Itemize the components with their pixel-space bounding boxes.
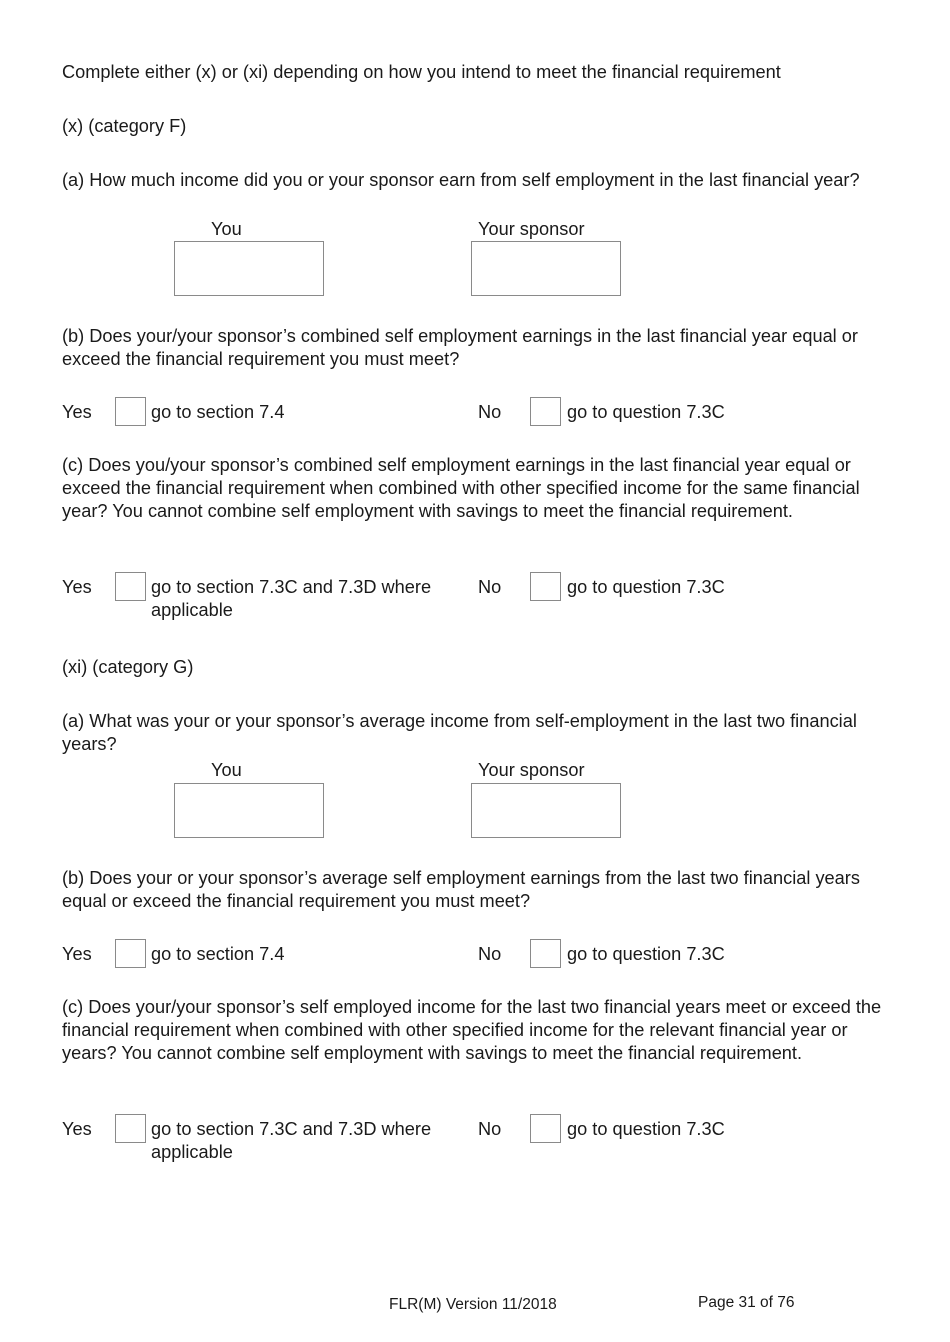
section-x-c-no-checkbox[interactable] xyxy=(530,572,561,601)
section-xi-sponsor-income-input[interactable] xyxy=(471,783,621,838)
section-x-you-income-input[interactable] xyxy=(174,241,324,296)
section-x-b-no-checkbox[interactable] xyxy=(530,397,561,426)
footer-version: FLR(M) Version 11/2018 xyxy=(389,1296,557,1313)
section-x-c-yes-checkbox[interactable] xyxy=(115,572,146,601)
section-xi-b-yes-checkbox[interactable] xyxy=(115,939,146,968)
section-x-heading: (x) (category F) xyxy=(62,116,187,136)
footer-page-number: Page 31 of 76 xyxy=(698,1294,795,1311)
section-x-question-a: (a) How much income did you or your sponsor earn from self employment in the last financial year? xyxy=(62,170,860,190)
section-x-c-no-label: No xyxy=(478,577,502,597)
section-xi-b-no-label: No xyxy=(478,944,502,964)
section-x-b-yes-instruction: go to section 7.4 xyxy=(151,402,285,422)
intro-text: Complete either (x) or (xi) depending on how you intend to meet the financial requirement xyxy=(62,62,781,82)
section-xi-question-b: (b) Does your or your sponsor’s average self employment earnings from the last two financial years equal or exceed the financial requirement you must meet? xyxy=(62,868,860,911)
section-x-b-no-label: No xyxy=(478,402,502,422)
section-xi-heading: (xi) (category G) xyxy=(62,657,194,677)
section-x-c-yes-instruction: go to section 7.3C and 7.3D where applicable xyxy=(151,577,432,620)
section-x-b-yes-label: Yes xyxy=(62,402,92,422)
section-xi-question-c: (c) Does your/your sponsor’s self employed income for the last two financial years meet or exceed the financial requirement when combined with other specified income for the relevant financial year or years? You cannot combine self employment with savings to meet the financial requirement. xyxy=(62,997,882,1063)
section-x-sponsor-income-input[interactable] xyxy=(471,241,621,296)
section-xi-label-sponsor: Your sponsor xyxy=(478,760,585,780)
section-x-question-b: (b) Does your/your sponsor’s combined self employment earnings in the last financial year equal or exceed the financial requirement you must meet? xyxy=(62,326,858,369)
section-x-c-no-instruction: go to question 7.3C xyxy=(567,577,725,597)
section-xi-c-no-checkbox[interactable] xyxy=(530,1114,561,1143)
section-xi-b-yes-label: Yes xyxy=(62,944,92,964)
section-xi-question-a: (a) What was your or your sponsor’s average income from self-employment in the last two financial years? xyxy=(62,711,857,754)
section-xi-b-yes-instruction: go to section 7.4 xyxy=(151,944,285,964)
section-x-b-no-instruction: go to question 7.3C xyxy=(567,402,725,422)
section-x-b-yes-checkbox[interactable] xyxy=(115,397,146,426)
section-x-label-sponsor: Your sponsor xyxy=(478,219,585,239)
section-xi-b-no-checkbox[interactable] xyxy=(530,939,561,968)
section-x-c-yes-label: Yes xyxy=(62,577,92,597)
section-xi-c-yes-instruction: go to section 7.3C and 7.3D where applicable xyxy=(151,1119,432,1162)
section-x-question-c: (c) Does you/your sponsor’s combined self employment earnings in the last financial year equal or exceed the financial requirement when combined with other specified income for the same financial year? You cannot combine self employment with savings to meet the financial requirement. xyxy=(62,455,860,521)
section-xi-you-income-input[interactable] xyxy=(174,783,324,838)
section-xi-label-you: You xyxy=(211,760,242,780)
section-xi-c-no-instruction: go to question 7.3C xyxy=(567,1119,725,1139)
section-xi-c-yes-checkbox[interactable] xyxy=(115,1114,146,1143)
section-x-label-you: You xyxy=(211,219,242,239)
section-xi-c-no-label: No xyxy=(478,1119,502,1139)
section-xi-b-no-instruction: go to question 7.3C xyxy=(567,944,725,964)
section-xi-c-yes-label: Yes xyxy=(62,1119,92,1139)
